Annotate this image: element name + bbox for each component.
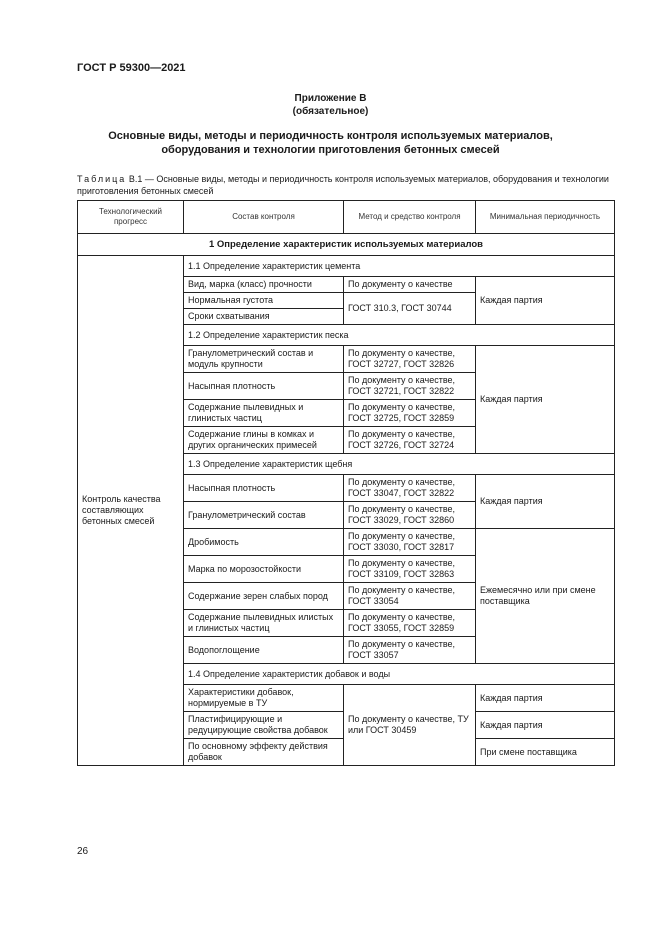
col-header-process: Технологический прогресс [78, 201, 184, 234]
item-cell: Характеристики добавок, нормируемые в ТУ [184, 685, 344, 712]
col-header-method: Метод и средство контроля [344, 201, 476, 234]
period-cell: При смене поставщика [476, 739, 615, 766]
method-cell: По документу о качестве, ГОСТ 33109, ГОСТ 32863 [344, 556, 476, 583]
item-cell: Марка по морозостойкости [184, 556, 344, 583]
title-line-2: оборудования и технологии приготовления бетонных смесей [161, 144, 500, 156]
item-cell: Насыпная плотность [184, 475, 344, 502]
item-cell: Гранулометрический состав и модуль крупности [184, 346, 344, 373]
period-cell: Каждая партия [476, 685, 615, 712]
method-cell: ГОСТ 310.3, ГОСТ 30744 [344, 293, 476, 325]
item-cell: Содержание пылевидных илистых и глинистых частиц [184, 610, 344, 637]
method-cell: По документу о качестве, ТУ или ГОСТ 30459 [344, 685, 476, 766]
page-number: 26 [77, 846, 89, 857]
method-cell: По документу о качестве, ГОСТ 33054 [344, 583, 476, 610]
method-cell: По документу о качестве, ГОСТ 32725, ГОСТ 32859 [344, 400, 476, 427]
section-title: 1 Определение характеристик используемых материалов [78, 234, 615, 256]
subsection-title: 1.1 Определение характеристик цемента [184, 256, 615, 277]
appendix-status: (обязательное) [292, 106, 369, 117]
method-cell: По документу о качестве, ГОСТ 32721, ГОСТ 32822 [344, 373, 476, 400]
item-cell: Сроки схватывания [184, 309, 344, 325]
method-cell: По документу о качестве, ГОСТ 33030, ГОСТ 32817 [344, 529, 476, 556]
col-header-period: Минимальная периодичность [476, 201, 615, 234]
item-cell: Водопоглощение [184, 637, 344, 664]
method-cell: По документу о качестве, ГОСТ 32726, ГОСТ 32724 [344, 427, 476, 454]
standard-code: ГОСТ Р 59300—2021 [77, 62, 186, 74]
period-cell: Каждая партия [476, 712, 615, 739]
method-cell: По документу о качестве [344, 277, 476, 293]
caption-label: Таблица [77, 174, 127, 184]
method-cell: По документу о качестве, ГОСТ 33057 [344, 637, 476, 664]
appendix-title: Приложение В [294, 93, 367, 104]
item-cell: По основному эффекту действия добавок [184, 739, 344, 766]
method-cell: По документу о качестве, ГОСТ 32727, ГОСТ 32826 [344, 346, 476, 373]
method-cell: По документу о качестве, ГОСТ 33055, ГОСТ 32859 [344, 610, 476, 637]
item-cell: Содержание пылевидных и глинистых частиц [184, 400, 344, 427]
item-cell: Дробимость [184, 529, 344, 556]
period-cell: Каждая партия [476, 346, 615, 454]
method-cell: По документу о качестве, ГОСТ 33047, ГОСТ 32822 [344, 475, 476, 502]
period-cell: Каждая партия [476, 475, 615, 529]
item-cell: Содержание глины в комках и других органических примесей [184, 427, 344, 454]
table-row [78, 256, 615, 277]
item-cell: Содержание зерен слабых пород [184, 583, 344, 610]
section-row [78, 234, 615, 256]
item-cell: Нормальная густота [184, 293, 344, 309]
subsection-title: 1.3 Определение характеристик щебня [184, 454, 615, 475]
period-cell: Ежемесячно или при смене поставщика [476, 529, 615, 664]
item-cell: Пластифицирующие и редуцирующие свойства добавок [184, 712, 344, 739]
document-title [60, 129, 601, 157]
col-header-scope: Состав контроля [184, 201, 344, 234]
subsection-title: 1.2 Определение характеристик песка [184, 325, 615, 346]
item-cell: Гранулометрический состав [184, 502, 344, 529]
table-caption [77, 173, 617, 197]
caption-text: В.1 — Основные виды, методы и периодичность контроля используемых материалов, оборудования и технологии приготовления бетонных смесей [77, 174, 609, 196]
item-cell: Насыпная плотность [184, 373, 344, 400]
control-table [77, 200, 615, 766]
method-cell: По документу о качестве, ГОСТ 33029, ГОСТ 32860 [344, 502, 476, 529]
title-line-1: Основные виды, методы и периодичность контроля используемых материалов, [108, 130, 553, 142]
process-cell: Контроль качества составляющих бетонных смесей [78, 256, 184, 766]
appendix-heading [0, 92, 661, 118]
subsection-title: 1.4 Определение характеристик добавок и воды [184, 664, 615, 685]
item-cell: Вид, марка (класс) прочности [184, 277, 344, 293]
period-cell: Каждая партия [476, 277, 615, 325]
table-header-row [78, 201, 615, 234]
